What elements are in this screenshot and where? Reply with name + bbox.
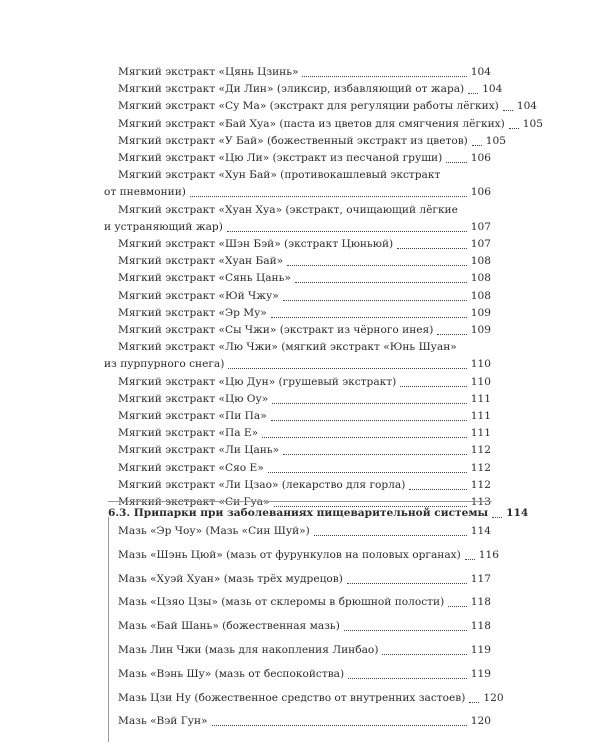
dot-leader xyxy=(409,489,466,490)
dot-leader xyxy=(268,472,467,473)
toc-page-number: 108 xyxy=(470,255,491,268)
toc-page-number: 120 xyxy=(470,715,491,728)
toc-entry-title: Мягкий экстракт «Ди Лин» (эликсир, избавляющий от жара) xyxy=(118,83,465,96)
toc-entry-title-line: Мягкий экстракт «Хун Бай» (противокашлевый экстракт xyxy=(118,169,441,182)
dot-leader xyxy=(272,403,467,404)
toc-page-number: 108 xyxy=(470,289,491,302)
toc-entry-title-line: и устраняющий жар) xyxy=(104,220,223,233)
toc-entry-title-line: Мягкий экстракт «Лю Чжи» (мягкий экстракт «Юнь Шуан» xyxy=(118,341,457,354)
toc-entry-title: Мягкий экстракт «Су Ма» (экстракт для регуляции работы лёгких) xyxy=(118,100,499,113)
dot-leader xyxy=(283,300,467,301)
toc-entry-title: Мягкий экстракт «Сяо Е» xyxy=(118,461,264,474)
dot-leader xyxy=(446,162,467,163)
toc-entry-title: Мазь Лин Чжи (мазь для накопления Линбао) xyxy=(118,644,379,656)
toc-entry-title: Мазь Цзи Ну (божественное средство от внутренних застоев) xyxy=(118,691,466,704)
toc-page-number: 111 xyxy=(470,427,491,440)
toc-entry-title: Мазь «Хуэй Хуан» (мазь трёх мудрецов) xyxy=(118,572,343,585)
toc-entry-title: Мягкий экстракт «Па Е» xyxy=(118,427,259,440)
toc-entry-title: Мазь «Вэнь Шу» (мазь от беспокойства) xyxy=(118,667,345,680)
dot-leader xyxy=(228,368,466,369)
toc-entry-title-line: от пневмонии) xyxy=(104,186,186,199)
toc-entry-title: Мягкий экстракт «Цю Ли» (экстракт из песчаной груши) xyxy=(118,152,443,164)
toc-entry-title: Мягкий экстракт «Сянь Цань» xyxy=(118,272,291,285)
toc-entry-title: Мазь «Бай Шань» (божественная мазь) xyxy=(118,620,340,633)
toc-entry-title: Мазь «Шэнь Цюй» (мазь от фурункулов на половых органах) xyxy=(118,548,461,561)
section-divider xyxy=(108,501,492,502)
dot-leader xyxy=(492,517,502,518)
toc-page-number: 119 xyxy=(470,644,491,656)
toc-page-number: 106 xyxy=(470,186,491,199)
section-title: 6.3. Припарки при заболеваниях пищеварительной системы xyxy=(108,507,489,519)
toc-entry-title-line: Мягкий экстракт «Хуан Хуа» (экстракт, очищающий лёгкие xyxy=(118,203,458,216)
dot-leader xyxy=(227,231,467,232)
toc-page-number: 111 xyxy=(470,392,491,405)
toc-entry-title: Мягкий экстракт «Ли Цань» xyxy=(118,444,280,457)
toc-page-number: 108 xyxy=(470,272,491,285)
toc-page-number: 104 xyxy=(470,66,491,78)
dot-leader xyxy=(472,145,482,146)
toc-entry-title: Мягкий экстракт «Юй Чжу» xyxy=(118,289,279,302)
toc-page-number: 112 xyxy=(470,461,491,474)
dot-leader xyxy=(468,93,478,94)
toc-page-number: 117 xyxy=(470,572,491,585)
toc-entry-title: Мягкий экстракт «Си Гуа» xyxy=(118,496,270,508)
dot-leader xyxy=(271,317,467,318)
toc-page-number: 114 xyxy=(470,525,491,537)
toc-entry-title: Мягкий экстракт «Цю Оу» xyxy=(118,392,269,405)
dot-leader xyxy=(302,76,466,77)
dot-leader xyxy=(437,334,466,335)
toc-entry-title: Мягкий экстракт «Цю Дун» (грушевый экстракт) xyxy=(118,375,397,388)
toc-page-number: 114 xyxy=(506,507,529,519)
toc-entry-title: Мазь «Эр Чоу» (Мазь «Син Шуй») xyxy=(118,525,310,537)
dot-leader xyxy=(295,282,467,283)
toc-entry-title: Мягкий экстракт «Бай Хуа» (паста из цветов для смягчения лёгких) xyxy=(118,117,505,130)
toc-page-number: 120 xyxy=(483,691,504,704)
toc-page-number: 110 xyxy=(470,358,491,371)
toc-page-number: 118 xyxy=(470,596,491,609)
toc-page-number: 118 xyxy=(470,620,491,633)
dot-leader xyxy=(283,454,467,455)
toc-page-number: 119 xyxy=(470,667,491,680)
toc-entry-title: Мягкий экстракт «У Бай» (божественный экстракт из цветов) xyxy=(118,134,468,147)
toc-entry-title: Мягкий экстракт «Сы Чжи» (экстракт из чёрного инея) xyxy=(118,324,434,336)
dot-leader xyxy=(262,437,467,438)
toc-page-number: 105 xyxy=(485,134,507,147)
toc-page-number: 105 xyxy=(522,117,543,130)
toc-page-number: 110 xyxy=(470,375,491,388)
toc-entry-title-line: из пурпурного снега) xyxy=(104,358,225,371)
toc-page-number: 112 xyxy=(470,478,491,491)
toc-page-number: 111 xyxy=(470,410,491,422)
toc-entry-title: Мягкий экстракт «Шэн Бэй» (экстракт Цюньюй) xyxy=(118,238,394,250)
toc-entry-title: Мягкий экстракт «Ли Цзао» (лекарство для горла) xyxy=(118,478,406,491)
toc-page-number: 116 xyxy=(478,548,500,561)
toc-page-number: 113 xyxy=(470,496,491,508)
toc-page-number: 104 xyxy=(516,100,538,113)
toc-entry-title: Мягкий экстракт «Пи Па» xyxy=(118,410,267,422)
toc-page-number: 107 xyxy=(470,238,491,250)
toc-page-number: 104 xyxy=(482,83,503,96)
dot-leader xyxy=(271,420,467,421)
toc-page-number: 107 xyxy=(470,220,491,233)
toc-page-number: 106 xyxy=(470,152,491,164)
dot-leader xyxy=(400,386,467,387)
dot-leader xyxy=(287,265,467,266)
toc-entry-title: Мазь «Вэй Гун» xyxy=(118,715,208,728)
toc-entry-title: Мазь «Цзяо Цзы» (мазь от склеромы в брюшной полости) xyxy=(118,596,445,609)
dot-leader xyxy=(190,196,467,197)
toc-entry-title: Мягкий экстракт «Эр Му» xyxy=(118,306,267,319)
toc-page-number: 109 xyxy=(470,324,491,336)
dot-leader xyxy=(503,110,513,111)
dot-leader xyxy=(509,128,519,129)
dot-leader xyxy=(397,248,467,249)
toc-page-number: 109 xyxy=(470,306,491,319)
toc-entry-title: Мягкий экстракт «Хуан Бай» xyxy=(118,255,284,268)
toc-page-number: 112 xyxy=(470,444,491,457)
toc-entry-title: Мягкий экстракт «Цянь Цзинь» xyxy=(118,66,299,78)
